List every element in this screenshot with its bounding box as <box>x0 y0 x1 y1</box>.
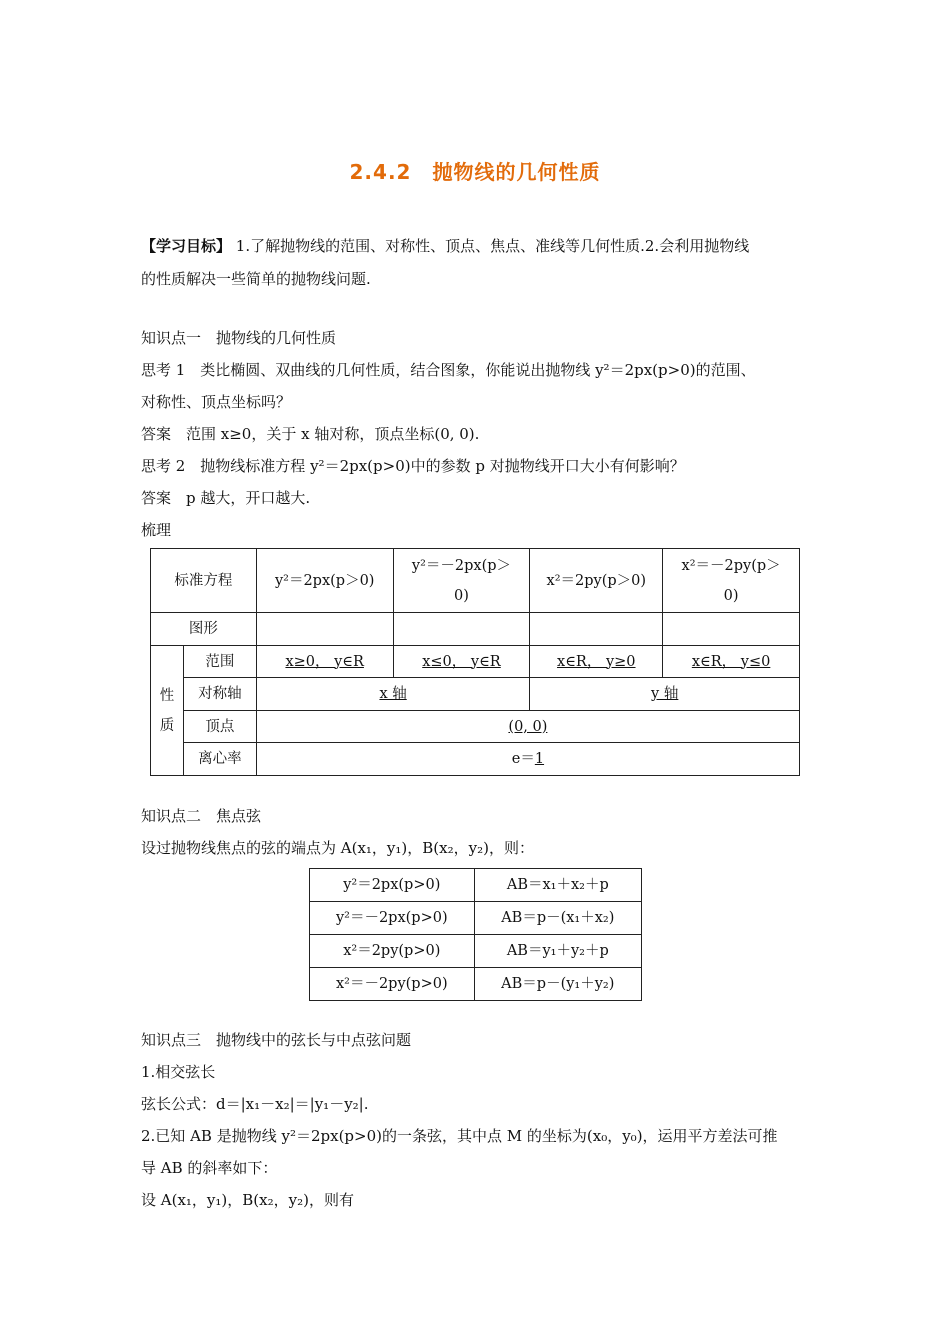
answer2: 答案 p 越大，开口越大. <box>141 489 311 507</box>
vertex-value: (0, 0) <box>508 718 548 735</box>
axis-value-1: x 轴 <box>379 686 407 702</box>
focal-chord-table <box>309 868 642 1001</box>
range-cell-2 <box>393 646 530 678</box>
focal-equation-2: y²＝－2px(p>0) <box>310 902 475 935</box>
equation-cell-3: x²＝2py(p＞0) <box>530 549 663 613</box>
properties-table <box>150 548 800 776</box>
range-value-3: x∈R， y≥0 <box>557 653 636 670</box>
header-standard-equation: 标准方程 <box>151 549 257 613</box>
eccentricity-value: 1 <box>534 751 545 767</box>
answer1: 答案 范围 x≥0，关于 x 轴对称，顶点坐标(0, 0). <box>141 425 480 443</box>
graph-cell <box>256 613 393 646</box>
section-heading-2: 知识点二 焦点弦 <box>141 807 262 825</box>
think1-line2: 对称性、顶点坐标吗？ <box>141 393 292 411</box>
summary-label: 梳理 <box>141 521 172 539</box>
equation-cell-4-line2: 0) <box>723 587 739 604</box>
focal-length-4: AB＝p－(y₁＋y₂) <box>474 968 641 1001</box>
header-vertex: 顶点 <box>183 711 256 743</box>
range-cell-1 <box>256 646 393 678</box>
range-cell-4 <box>663 646 800 678</box>
chord-length-label: 1.相交弦长 <box>141 1063 216 1081</box>
range-value-4: x∈R， y≤0 <box>691 653 771 670</box>
equation-cell-2-line1: y²＝－2px(p＞ <box>411 557 512 574</box>
focal-equation-3: x²＝2py(p>0) <box>310 935 475 968</box>
table-row <box>310 935 642 968</box>
learning-goal-line1 <box>141 236 749 256</box>
midpoint-chord-line3: 设 A(x₁，y₁)，B(x₂，y₂)，则有 <box>141 1191 354 1209</box>
table-row <box>310 869 642 902</box>
chord-length-formula: 弦长公式：d＝|x₁－x₂|＝|y₁－y₂|. <box>141 1095 369 1113</box>
learning-goal-tag: 【学习目标】 <box>141 237 232 255</box>
midpoint-chord-line2: 导 AB 的斜率如下： <box>141 1159 278 1177</box>
header-graph: 图形 <box>151 613 257 646</box>
equation-cell-4-line1: x²＝－2py(p＞ <box>681 557 781 574</box>
eccentricity-cell <box>256 743 799 776</box>
vertex-cell <box>256 711 799 743</box>
graph-cell <box>530 613 663 646</box>
equation-cell-1: y²＝2px(p＞0) <box>256 549 393 613</box>
table-row <box>151 646 800 678</box>
table-row <box>151 711 800 743</box>
axis-value-2: y 轴 <box>651 686 679 702</box>
focal-length-1: AB＝x₁＋x₂＋p <box>474 869 641 902</box>
learning-goal-text1: 1.了解抛物线的范围、对称性、顶点、焦点、准线等几何性质.2.会利用抛物线 <box>235 237 750 255</box>
graph-cell <box>663 613 800 646</box>
axis-cell-2 <box>530 678 800 711</box>
section-heading-3: 知识点三 抛物线中的弦长与中点弦问题 <box>141 1031 412 1049</box>
axis-cell-1 <box>256 678 530 711</box>
header-properties-char2: 质 <box>159 717 175 734</box>
header-properties-char1: 性 <box>159 687 175 704</box>
section-heading-1: 知识点一 抛物线的几何性质 <box>141 329 337 347</box>
table-row <box>310 902 642 935</box>
table-row <box>151 613 800 646</box>
header-range: 范围 <box>183 646 256 678</box>
range-cell-3 <box>530 646 663 678</box>
focal-chord-intro: 设过抛物线焦点的弦的端点为 A(x₁，y₁)，B(x₂，y₂)，则： <box>141 839 534 857</box>
table-row <box>151 549 800 613</box>
think2: 思考 2 抛物线标准方程 y²＝2px(p>0)中的参数 p 对抛物线开口大小有何影响？ <box>141 457 685 475</box>
header-eccentricity: 离心率 <box>183 743 256 776</box>
table-row <box>310 968 642 1001</box>
eccentricity-prefix: e＝ <box>511 751 535 767</box>
range-value-1: x≥0， y∈R <box>285 653 364 670</box>
think1-line1: 思考 1 类比椭圆、双曲线的几何性质，结合图象，你能说出抛物线 y²＝2px(p>0)的范围、 <box>141 361 756 379</box>
focal-equation-1: y²＝2px(p>0) <box>310 869 475 902</box>
graph-cell <box>393 613 530 646</box>
equation-cell-2-line2: 0) <box>454 587 469 604</box>
table-row <box>151 743 800 776</box>
table-row <box>151 678 800 711</box>
header-axis: 对称轴 <box>183 678 256 711</box>
focal-length-3: AB＝y₁＋y₂＋p <box>474 935 641 968</box>
page-title: 2.4.2 抛物线的几何性质 <box>349 160 601 184</box>
header-properties <box>151 646 184 776</box>
focal-length-2: AB＝p－(x₁＋x₂) <box>474 902 641 935</box>
midpoint-chord-line1: 2.已知 AB 是抛物线 y²＝2px(p>0)的一条弦，其中点 M 的坐标为(x₀，y₀)，运用平方差法可推 <box>141 1127 778 1145</box>
equation-cell-2 <box>393 549 530 613</box>
learning-goal-line2: 的性质解决一些简单的抛物线问题. <box>141 270 371 288</box>
range-value-2: x≤0， y∈R <box>422 653 501 670</box>
equation-cell-4 <box>663 549 800 613</box>
focal-equation-4: x²＝－2py(p>0) <box>310 968 475 1001</box>
